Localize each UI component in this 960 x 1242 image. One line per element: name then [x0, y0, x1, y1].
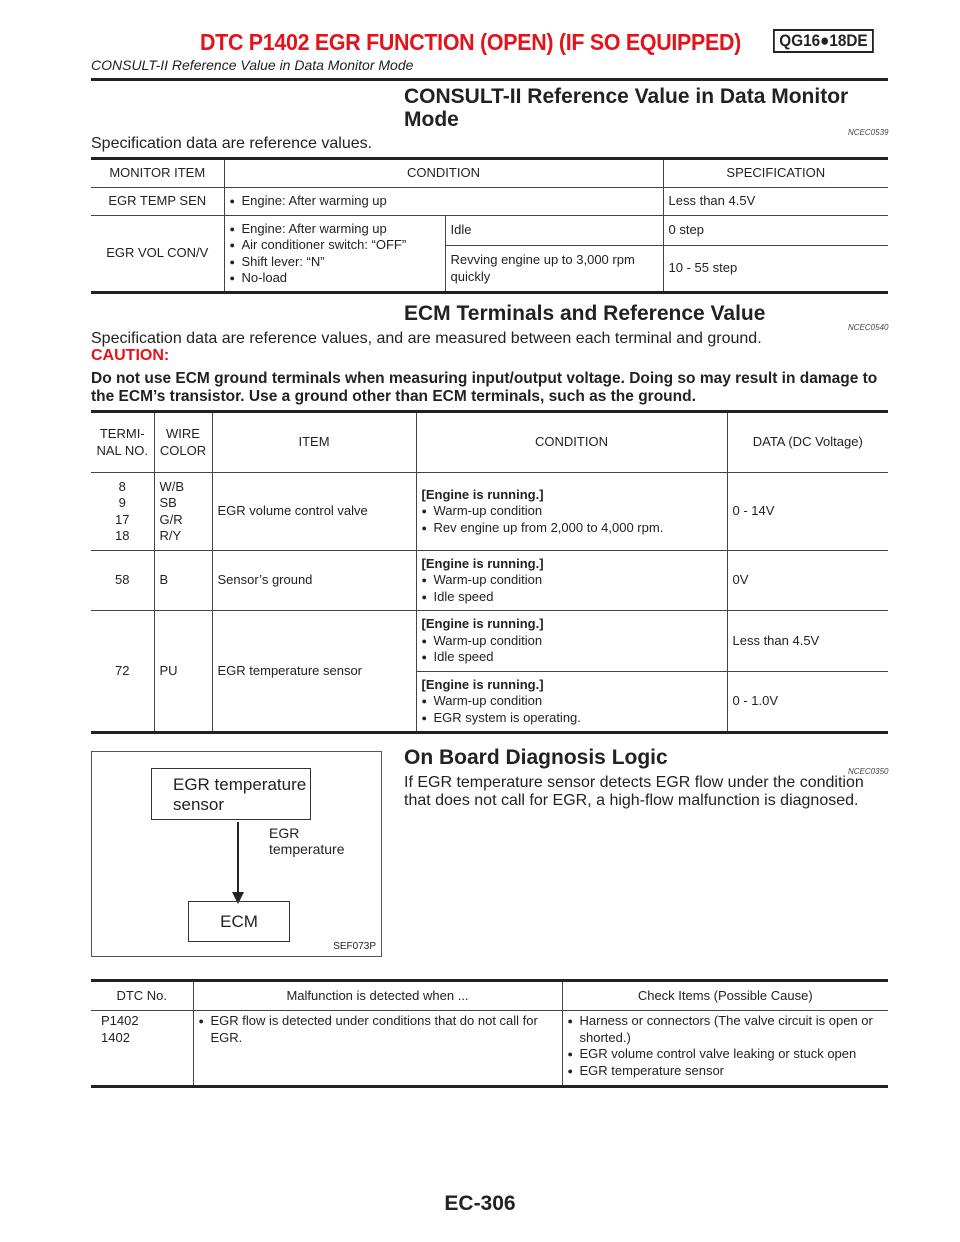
ecm-terminal-table — [91, 410, 888, 734]
divider — [91, 78, 888, 81]
section-heading: On Board Diagnosis Logic — [404, 746, 668, 769]
th: CONDITION — [224, 159, 663, 188]
cell: 0 step — [663, 216, 888, 246]
section-heading: CONSULT-II Reference Value in Data Monitor Mode — [404, 85, 849, 131]
sensor-box: EGR temperature sensor — [151, 768, 311, 820]
cell: W/B SB G/R R/Y — [154, 473, 212, 551]
cond-head: [Engine is running.] — [421, 616, 544, 632]
bullet: ● Shift lever: “N” — [230, 254, 440, 271]
th: ITEM — [212, 412, 416, 473]
cell: 58 — [91, 551, 154, 611]
signal-label: EGR temperature — [269, 825, 345, 857]
bullet: ● Harness or connectors (The valve circuit is open or shorted.) — [568, 1013, 884, 1046]
section-intro: Specification data are reference values, and are measured between each terminal and ground. — [91, 330, 762, 347]
cell: Idle — [445, 216, 663, 246]
egr-diagram — [91, 751, 382, 957]
bullet: ● Warm-up condition — [422, 693, 722, 710]
cell: EGR temperature sensor — [212, 611, 416, 733]
th: SPECIFICATION — [663, 159, 888, 188]
section-text: If EGR temperature sensor detects EGR flow under the condition that does not call for EGR, a high-flow malfunction is diagnosed. — [404, 774, 864, 809]
cell: 8 9 17 18 — [91, 473, 154, 551]
cell: P1402 1402 — [91, 1011, 193, 1087]
cell: Less than 4.5V — [727, 611, 888, 672]
caution-label: CAUTION: — [91, 347, 170, 364]
cond-head: [Engine is running.] — [421, 555, 544, 571]
signal-line — [237, 822, 239, 894]
th: Malfunction is detected when ... — [193, 981, 562, 1011]
model-badge: QG16●18DE — [773, 29, 874, 53]
cond-head: [Engine is running.] — [421, 676, 544, 692]
bullet: ● EGR flow is detected under conditions that do not call for EGR. — [199, 1013, 557, 1046]
th: TERMI-NAL NO. — [91, 412, 154, 473]
bullet: ● Idle speed — [422, 649, 722, 666]
cell: Sensor’s ground — [212, 551, 416, 611]
section-code: NCEC0350 — [848, 767, 889, 776]
th: DTC No. — [91, 981, 193, 1011]
ecm-box: ECM — [188, 901, 290, 942]
th: Check Items (Possible Cause) — [562, 981, 888, 1011]
bullet: ● Rev engine up from 2,000 to 4,000 rpm. — [422, 520, 722, 537]
section-heading: ECM Terminals and Reference Value — [404, 302, 766, 325]
cell: 72 — [91, 611, 154, 733]
cell: Less than 4.5V — [663, 188, 888, 216]
section-code: NCEC0540 — [848, 323, 889, 332]
bullet: ● EGR system is operating. — [422, 710, 722, 727]
th: WIRE COLOR — [154, 412, 212, 473]
cell: EGR TEMP SEN — [91, 188, 224, 216]
cell: EGR volume control valve — [212, 473, 416, 551]
figure-ref: SEF073P — [333, 941, 376, 952]
bullet: ● Warm-up condition — [422, 572, 722, 589]
cell: PU — [154, 611, 212, 733]
dtc-table — [91, 979, 888, 1088]
running-subtitle: CONSULT-II Reference Value in Data Monitor Mode — [91, 57, 414, 73]
caution-text: Do not use ECM ground terminals when measuring input/output voltage. Doing so may result in damage to the ECM’s transistor. Use a ground other than ECM terminals, such as the ground. — [91, 370, 878, 405]
bullet: ● Warm-up condition — [422, 503, 722, 520]
th: CONDITION — [416, 412, 727, 473]
bullet: ● Idle speed — [422, 589, 722, 606]
th: MONITOR ITEM — [91, 159, 224, 188]
bullet: ● Warm-up condition — [422, 633, 722, 650]
cell: 10 - 55 step — [663, 246, 888, 293]
bullet: ● EGR volume control valve leaking or stuck open — [568, 1046, 884, 1063]
cell: Revving engine up to 3,000 rpm quickly — [445, 246, 663, 293]
page-number: EC-306 — [444, 1192, 516, 1215]
cell: 0V — [727, 551, 888, 611]
cell: 0 - 1.0V — [727, 672, 888, 733]
page-title: DTC P1402 EGR FUNCTION (OPEN) (IF SO EQUIPPED) — [200, 29, 741, 55]
bullet: ● No-load — [230, 270, 440, 287]
th: DATA (DC Voltage) — [727, 412, 888, 473]
cond-head: [Engine is running.] — [421, 486, 544, 502]
section-code: NCEC0539 — [848, 128, 889, 137]
cell: EGR VOL CON/V — [91, 216, 224, 293]
bullet: ● Engine: After warming up — [230, 221, 440, 238]
consult-table — [91, 157, 888, 294]
bullet: ● Air conditioner switch: “OFF” — [230, 237, 440, 254]
bullet: ● EGR temperature sensor — [568, 1063, 884, 1080]
bullet: ● Engine: After warming up — [230, 193, 658, 210]
section-intro: Specification data are reference values. — [91, 135, 373, 152]
cell: 0 - 14V — [727, 473, 888, 551]
cell: B — [154, 551, 212, 611]
